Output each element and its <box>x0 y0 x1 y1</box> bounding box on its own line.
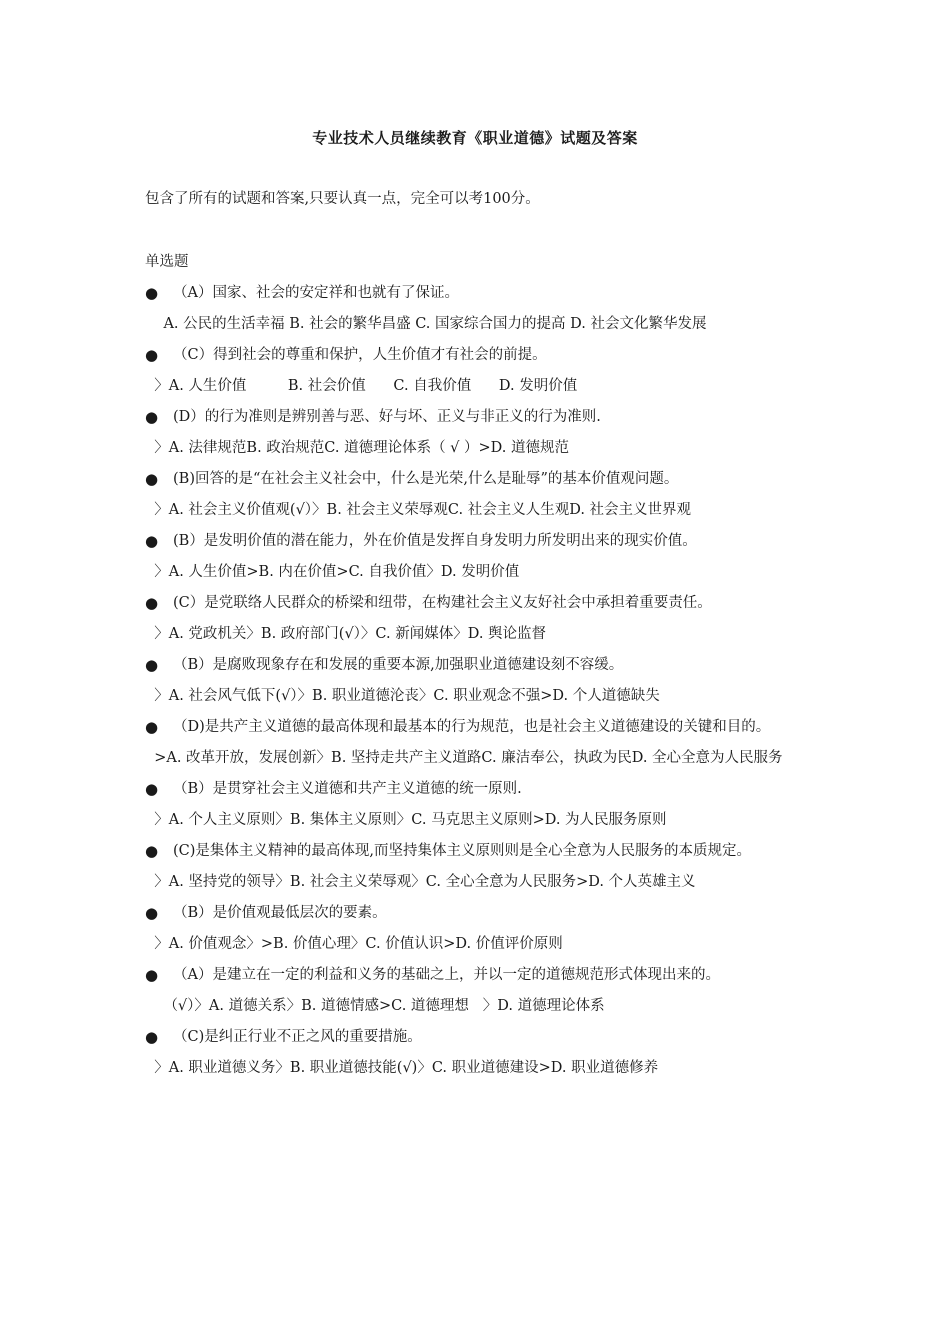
bullet-icon: ● <box>145 532 159 550</box>
question-list <box>145 280 810 1086</box>
bullet-icon: ● <box>145 1028 159 1046</box>
question-13 <box>145 1024 810 1050</box>
options-7: 〉A. 社会风气低下(√）〉B. 职业道德沦丧〉C. 职业观念不强>D. 个人道德缺失 <box>145 688 660 704</box>
question-text: （D)是共产主义道德的最高体现和最基本的行为规范，也是社会主义道德建设的关键和目的。 <box>173 719 771 735</box>
question-text: （B）是贯穿社会主义道德和共产主义道德的统一原则. <box>173 781 522 797</box>
question-11 <box>145 900 810 926</box>
options-9: 〉A. 个人主义原则〉B. 集体主义原则〉C. 马克思主义原则>D. 为人民服务原则 <box>145 812 667 828</box>
options-8: >A. 改革开放，发展创新〉B. 坚持走共产主义道路C. 廉洁奉公，执政为民D. 全心全意为人民服务 <box>145 750 783 766</box>
question-5 <box>145 528 810 554</box>
options-5: 〉A. 人生价值>B. 内在价值>C. 自我价值〉D. 发明价值 <box>145 564 520 580</box>
intro-paragraph: 包含了所有的试题和答案,只要认真一点，完全可以考100分。 <box>145 191 540 207</box>
bullet-icon: ● <box>145 284 159 302</box>
question-6 <box>145 590 810 616</box>
question-text: （B）是腐败现象存在和发展的重要本源,加强职业道德建设刻不容缓。 <box>173 657 624 673</box>
options-1: A. 公民的生活幸福 B. 社会的繁华昌盛 C. 国家综合国力的提高 D. 社会文化繁华发展 <box>145 316 707 332</box>
bullet-icon: ● <box>145 470 159 488</box>
question-10 <box>145 838 810 864</box>
question-text: （B）是价值观最低层次的要素。 <box>173 905 387 921</box>
question-text: （A）国家、社会的安定祥和也就有了保证。 <box>173 285 459 301</box>
question-text: (B）是发明价值的潜在能力，外在价值是发挥自身发明力所发明出来的现实价值。 <box>173 533 697 549</box>
bullet-icon: ● <box>145 842 159 860</box>
bullet-icon: ● <box>145 594 159 612</box>
options-4: 〉A. 社会主义价值观(√）〉B. 社会主义荣辱观C. 社会主义人生观D. 社会主义世界观 <box>145 502 692 518</box>
question-text: (C)是集体主义精神的最高体现,而坚持集体主义原则则是全心全意为人民服务的本质规定。 <box>173 843 752 859</box>
bullet-icon: ● <box>145 346 159 364</box>
question-8 <box>145 714 810 740</box>
bullet-icon: ● <box>145 966 159 984</box>
question-4 <box>145 466 810 492</box>
bullet-icon: ● <box>145 904 159 922</box>
bullet-icon: ● <box>145 718 159 736</box>
bullet-icon: ● <box>145 656 159 674</box>
options-10: 〉A. 坚持党的领导〉B. 社会主义荣辱观〉C. 全心全意为人民服务>D. 个人英雄主义 <box>145 874 696 890</box>
options-6: 〉A. 党政机关〉B. 政府部门(√）〉C. 新闻媒体〉D. 舆论监督 <box>145 626 547 642</box>
question-text: (C）是党联络人民群众的桥梁和纽带，在构建社会主义友好社会中承担着重要责任。 <box>173 595 712 611</box>
bullet-icon: ● <box>145 408 159 426</box>
question-text: （A）是建立在一定的利益和义务的基础之上，并以一定的道德规范形式体现出来的。 <box>173 967 720 983</box>
document-title: 专业技术人员继续教育《职业道德》试题及答案 <box>312 129 638 147</box>
options-2: 〉A. 人生价值 B. 社会价值 C. 自我价值 D. 发明价值 <box>145 378 578 394</box>
options-12: （√）〉A. 道德关系〉B. 道德情感>C. 道德理想 〉D. 道德理论体系 <box>145 998 605 1014</box>
section-heading: 单选题 <box>145 254 189 270</box>
question-3 <box>145 404 810 430</box>
question-text: （C）得到社会的尊重和保护，人生价值才有社会的前提。 <box>173 347 547 363</box>
question-text: (B)回答的是“在社会主义社会中，什么是光荣,什么是耻辱”的基本价值观问题。 <box>173 471 679 487</box>
options-3: 〉A. 法律规范B. 政治规范C. 道德理论体系（ √ ）>D. 道德规范 <box>145 440 570 456</box>
question-12 <box>145 962 810 988</box>
question-text: （C)是纠正行业不正之风的重要措施。 <box>173 1029 422 1045</box>
question-9 <box>145 776 810 802</box>
options-13: 〉A. 职业道德义务〉B. 职业道德技能(√)〉C. 职业道德建设>D. 职业道德修养 <box>145 1060 659 1076</box>
question-1 <box>145 280 810 306</box>
bullet-icon: ● <box>145 780 159 798</box>
question-2 <box>145 342 810 368</box>
options-11: 〉A. 价值观念〉>B. 价值心理〉C. 价值认识>D. 价值评价原则 <box>145 936 563 952</box>
question-text: (D）的行为准则是辨别善与恶、好与坏、正义与非正义的行为准则. <box>173 409 601 425</box>
question-7 <box>145 652 810 678</box>
